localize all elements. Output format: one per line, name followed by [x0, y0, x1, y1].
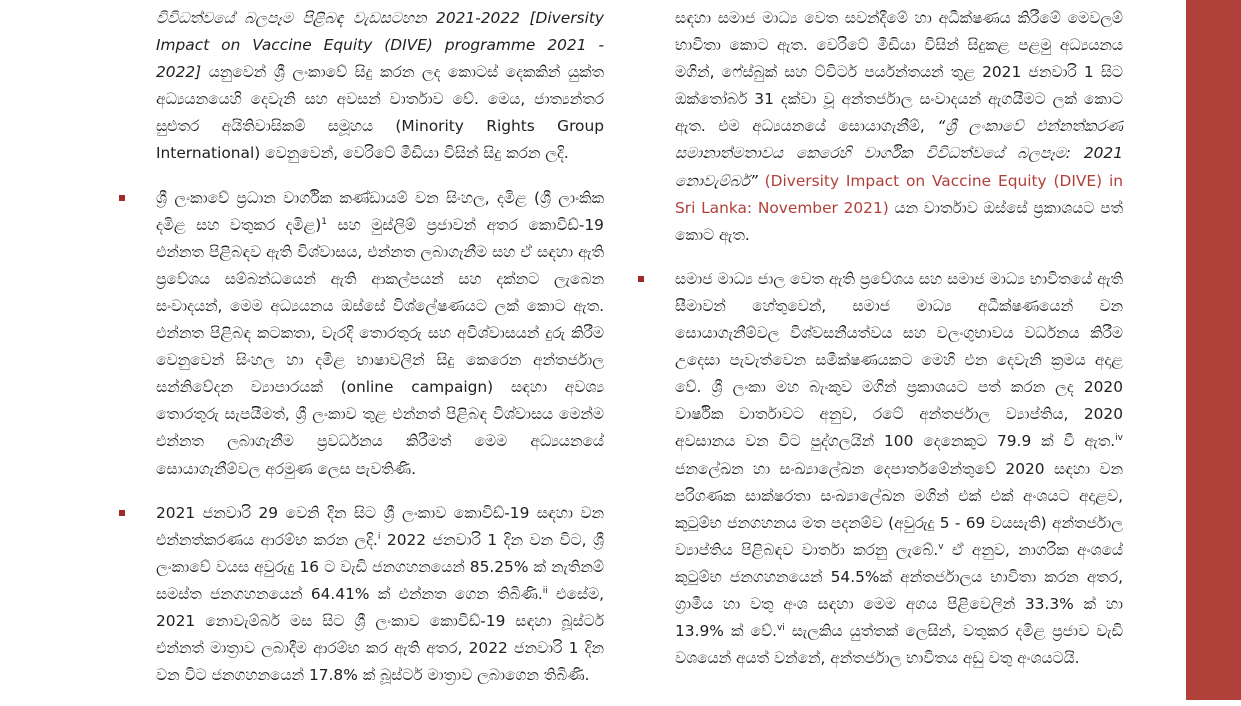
bullet-marker — [638, 276, 644, 282]
accent-sidebar — [1186, 0, 1241, 700]
paragraph-text-a: 2021 ජනවාරි 29 වෙනි දින සිට ශ්‍රී ලංකාව කොවිඩ්-19 සඳහා වන එන්නත්කරණය ආරම්භ කරන ලදි. — [156, 503, 604, 549]
report-title: “ශ්‍රී ලංකාවේ එන්නත්කරණ සමානාත්මතාවය කෙරෙහි වාර්ගික විවිධත්වයේ බලපෑම: 2021 නොවැම්බර්” — [675, 117, 1123, 190]
intro-paragraph — [118, 5, 604, 168]
paragraph-text-b: 2022 ජනවාරි 1 දින වන විට, ශ්‍රී ලංකාවේ වයස අවුරුදු 16 ට වැඩි ජනගහනයෙන් 85.25% ක් නැතිනම් සමස්ත ජනගහනයෙන් 64.41% ක් එන්නත ගෙන තිබිණි. — [156, 530, 604, 603]
paragraph-text-b: ජනලේඛන හා සංඛ්‍යාලේඛන දෙපාර්තමේන්තුවේ 2020 සඳහා වන පරිගණක සාක්ෂරතා සංඛ්‍යාලේඛන මගින් එක් එක් අංශයට අදාළව, කුටුම්භ ජනගහනය මත පදනම්ව (අවුරුදු 5 - 69 වයසැති) අන්තර්ජාල ව්‍යාප්තිය පිළිබඳව වාර්තා කරනු ලැබේ. — [675, 459, 1123, 559]
continued-paragraph — [637, 5, 1123, 249]
paragraph-text-a: සඳහා සමාජ මාධ්‍ය වෙත සවන්දීමේ හා අධීක්ෂණය කිරීමේ මෙවලම් භාවිතා කොට ඇත. වෙරිටේ මීඩියා විසින් සිදුකළ පළමු අධ්‍යයනය මගින්, ෆේස්බුක් සහ ට්විටර් පර්යන්තයන් තුළ 2021 ජනවාරි 1 සිට ඔක්තෝබර් 31 දක්වා වූ අන්තර්ජාල සංවාදයන් ඇගයීමට ලක් කොට ඇත. එම අධ්‍යයනයේ සොයාගැනීම්, — [675, 9, 1123, 136]
footnote-ref[interactable]: i — [377, 531, 381, 542]
footnote-ref[interactable]: vi — [776, 622, 785, 633]
paragraph-text-c: ඒ අනුව, නාගරික අංශයේ කුටුම්භ ජනගහනයෙන් 54.5%ක් අන්තර්ජාලය භාවිතා කරන අතර, ග්‍රාමීය හා වතු අංශ සඳහා මෙම අගය පිළිවෙලින් 33.3% ක් හා 13.9% ක් වේ. — [675, 540, 1123, 641]
paragraph-text-a: ශ්‍රී ලංකාවේ ප්‍රධාන වාර්ගික කණ්ඩායම් වන සිංහල, දමිළ (ශ්‍රී ලාංකික දමිළ සහ වතුකර දමිළ) — [156, 188, 604, 234]
paragraph-text-c: එසේම, 2021 නොවැම්බර් මස සිට ශ්‍රී ලංකාව කොවිඩ්-19 සඳහා බූස්ටර් එන්නත් මාත්‍රාව ලබාදීම ආරම්භ කර ඇති අතර, 2022 ජනවාරි 1 දින වන විට ජනගහනයෙන් 17.8% ක් බූස්ටර් මාත්‍රාව ලබාගෙන තිබිණි. — [156, 584, 604, 685]
paragraph-text-d: සැලකිය යුත්තක් ලෙසින්, වතුකර දමිළ ප්‍රජාව වැඩි වශයෙන් අයත් වන්නේ, අන්තර්ජාල භාවිතය අඩු වතු අංශයටයි. — [675, 622, 1123, 668]
right-column — [637, 0, 1123, 689]
footnote-ref[interactable]: ii — [542, 585, 548, 596]
footnote-ref[interactable]: 1 — [321, 216, 328, 227]
paragraph-text-b: සහ මුස්ලිම් ප්‍රජාවන් අතර කොවිඩ්-19 එන්නත පිළිබඳව ඇති විශ්වාසය, එන්නත ලබාගැනීම සහ ඒ සඳහා ඇති ප්‍රවේශය සම්බන්ධයෙන් ඇති ආකල්පයන් සහ දක්නට ලැබෙන සංවාදයන්, මෙම අධ්‍යයනය ඔස්සේ විශ්ලේෂණයට ලක් කොට ඇත. එන්නත පිළිබඳ කටකතා, වැරදි තොරතුරු සහ අවිශ්වාසයන් දුරු කිරීම වෙනුවෙන් සිංහල හා දමිළ භාෂාවලින් සිදු කෙරෙන අන්තර්ජාල සන්නිවේදන ව්‍යාපාරයක් (online campaign) සඳහා අවශ්‍ය තොරතුරු සැපයීමත්, ශ්‍රී ලංකාව තුළ එන්නත් පිළිබඳ විශ්වාසය මෙන්ම එන්නත ලබාගැනීම ප්‍රවර්ධනය කිරීමත් මෙම අධ්‍යයනයේ සොයාගැනීම්වල අරමුණ ලෙස පැවතිණි. — [156, 215, 604, 478]
programme-title: විවිධත්වයේ බලපෑම පිළිබඳ වැඩසටහන 2021-2022 [Diversity Impact on Vaccine Equity (DIVE) programme 2021 - 2022] — [156, 9, 604, 82]
paragraph-text-a: සමාජ මාධ්‍ය ජාල වෙත ඇති ප්‍රවේශය සහ සමාජ මාධ්‍ය භාවිතයේ ඇති සීමාවන් හේතුවෙන්, සමාජ මාධ්‍ය අධීක්ෂණයෙන් වන සොයාගැනීම්වල විශ්වසනීයත්වය සහ වලංගුභාවය වර්ධනය කිරීම උදෙසා පැවැත්වෙන සමීක්ෂණයකට මෙහි එන දෙවැනි ක්‍රමය අදාළ වේ. ශ්‍රී ලංකා මහ බැංකුව මගින් ප්‍රකාශයට පත් කරන ලද 2020 වාර්ෂික වාර්තාවට අනුව, රටේ අන්තර්ජාල ව්‍යාප්තිය, 2020 අවසානය වන විට පුද්ගලයින් 100 දෙනෙකුට 79.9 ක් වී ඇත. — [675, 269, 1123, 451]
footnote-ref[interactable]: v — [938, 541, 944, 552]
bullet-marker — [119, 195, 125, 201]
paragraph-text-b: යන වාර්තාව ඔස්සේ ප්‍රකාශයට පත් කොට ඇත. — [675, 198, 1123, 244]
bullet-paragraph-vaccination-start — [118, 500, 604, 690]
bullet-paragraph-ethnic-groups — [118, 185, 604, 483]
bullet-marker — [119, 510, 125, 516]
intro-text: යනුවෙන් ශ්‍රී ලංකාවේ සිදු කරන ලද කොටස් දෙකකින් යුක්ත අධ්‍යයනයෙහි දෙවැනි සහ අවසන් වාර්තාව වේ. මෙය, ජාත්‍යන්තර සුළුතර අයිතිවාසිකම් සමූහය (Minority Rights Group International) වෙනුවෙන්, වෙරිටේ මීඩියා විසින් සිදු කරන ලදි. — [156, 63, 604, 163]
left-column — [118, 0, 604, 706]
bullet-paragraph-social-media — [637, 266, 1123, 672]
report-link[interactable]: (Diversity Impact on Vaccine Equity (DIVE) in Sri Lanka: November 2021) — [675, 171, 1123, 217]
footnote-ref[interactable]: iv — [1115, 433, 1123, 444]
